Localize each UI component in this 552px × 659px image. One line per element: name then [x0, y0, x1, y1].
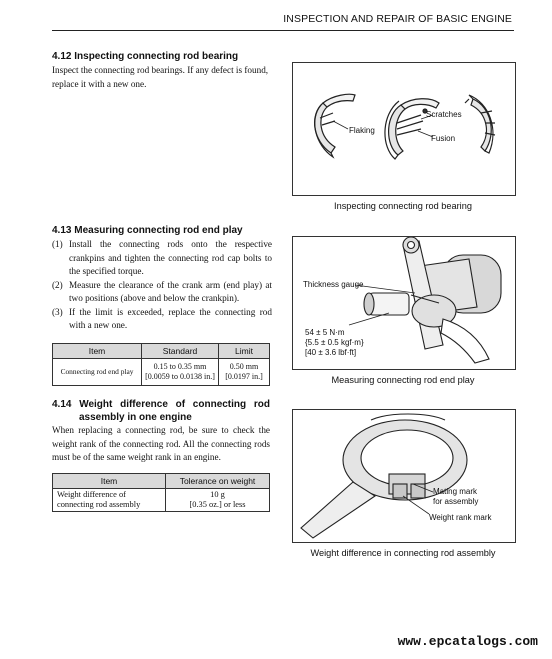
caption-weight-rank: Weight difference in connecting rod assembly: [310, 548, 496, 558]
caption-end-play: Measuring connecting rod end play: [331, 375, 475, 385]
figure-bearing-inspection: [292, 62, 516, 196]
end-play-illustration: [293, 237, 515, 369]
section-414-title-line1: 4.14 Weight difference of connecting rod: [52, 399, 270, 410]
section-412-body: Inspect the connecting rod bearings. If any defect is found, replace it with a new one.: [52, 65, 269, 89]
header-title: INSPECTION AND REPAIR OF BASIC ENGINE: [283, 13, 512, 25]
section-413-title: 4.13 Measuring connecting rod end play: [52, 225, 243, 236]
label-torque-nm: 54 ± 5 N·m: [305, 328, 345, 337]
step-2: (2) Measure the clearance of the crank arm (end play) at two positions (above and below the crankpin).: [52, 279, 272, 303]
figure-end-play: [292, 236, 516, 370]
bearing-illustration: [293, 63, 515, 195]
cell-item: Weight difference of connecting rod assembly: [53, 489, 166, 512]
weight-spec-table: [52, 473, 270, 512]
cell-item: Connecting rod end play: [53, 359, 142, 386]
cell-tolerance: 10 g [0.35 oz.] or less: [166, 489, 270, 512]
step-3: (3) If the limit is exceeded, replace the connecting rod with a new one.: [52, 306, 272, 330]
section-414-body: When replacing a connecting rod, be sure to check the weight rank of the connecting rod. All the connecting rods must be of the same weight rank in an engine.: [52, 425, 270, 462]
col-item: Item: [53, 474, 166, 489]
caption-bearing: Inspecting connecting rod bearing: [334, 201, 472, 211]
label-scratches: Scratches: [426, 110, 462, 119]
label-torque-kgf: {5.5 ± 0.5 kgf·m}: [305, 338, 364, 347]
section-412-title: 4.12 Inspecting connecting rod bearing: [52, 51, 239, 62]
col-tolerance: Tolerance on weight: [166, 474, 270, 489]
col-limit: Limit: [219, 344, 270, 359]
label-thickness-gauge: Thickness gauge: [303, 280, 364, 289]
weight-rank-illustration: [293, 410, 515, 542]
table-row: [53, 489, 270, 512]
footer-url: www.epcatalogs.com: [397, 634, 538, 649]
col-standard: Standard: [142, 344, 219, 359]
label-fusion: Fusion: [431, 134, 456, 143]
section-413-steps: [52, 238, 272, 333]
label-mating-mark-line2: for assembly: [433, 497, 479, 506]
cell-limit: 0.50 mm [0.0197 in.]: [219, 359, 270, 386]
figure-weight-rank: [292, 409, 516, 543]
col-item: Item: [53, 344, 142, 359]
label-flaking: Flaking: [349, 126, 375, 135]
label-torque-lbf: [40 ± 3.6 lbf·ft]: [305, 348, 357, 357]
step-1: (1) Install the connecting rods onto the respective crankpins and tighten the connecting rod cap bolts to the specified torque.: [52, 239, 272, 276]
section-414-title-line2: assembly in one engine: [79, 412, 192, 423]
end-play-spec-table: [52, 343, 270, 386]
label-mating-mark: Mating mark: [433, 487, 478, 496]
page-header: [52, 0, 514, 31]
table-row: [53, 359, 270, 386]
cell-standard: 0.15 to 0.35 mm [0.0059 to 0.0138 in.]: [142, 359, 219, 386]
label-weight-rank-mark: Weight rank mark: [429, 513, 492, 522]
